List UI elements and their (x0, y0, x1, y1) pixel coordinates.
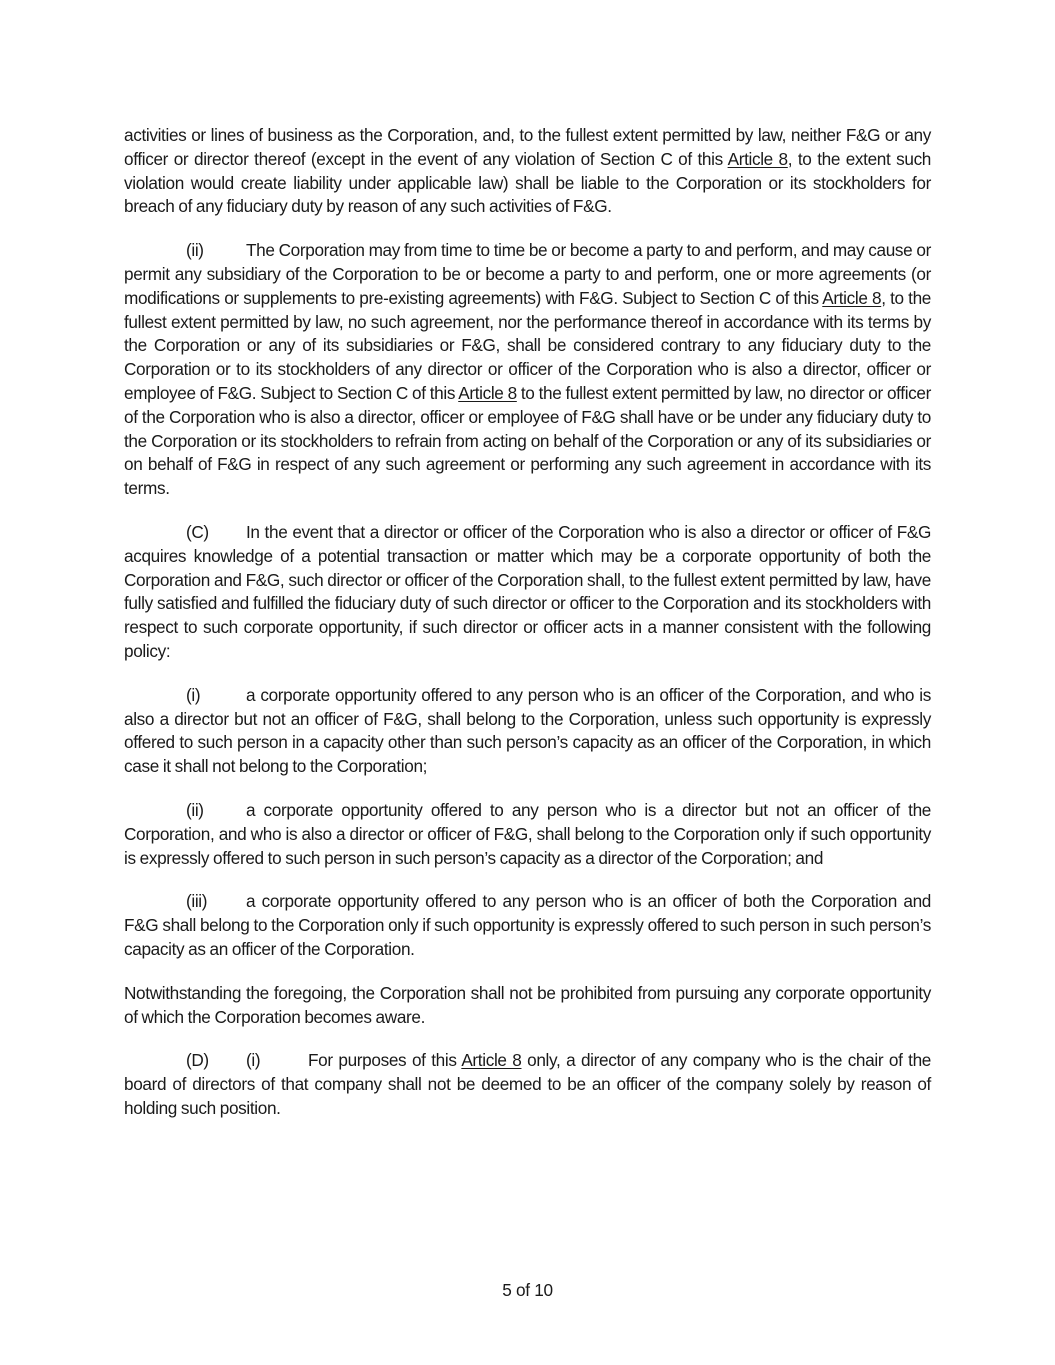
clause-label: (i) (246, 1050, 261, 1071)
article-reference: Article 8 (461, 1050, 522, 1071)
paragraph-c-ii: (ii) a corporate opportunity offered to any person who is a director but not an officer of the Corporation, and who is also a director or officer of F&G, shall belong to the Corporation only if such opportunity is expressly offered to such person in such person’s capacity as a director of the Corporation; and (124, 799, 931, 868)
article-reference: Article 8 (727, 148, 788, 169)
paragraph-c-iii: (iii) a corporate opportunity offered to any person who is an officer of both the Corporation and F&G shall belong to the Corporation only if such opportunity is expressly offered to such person in such person’s capacity as an officer of the Corporation. (124, 891, 931, 959)
paragraph-b-ii: (ii) The Corporation may from time to time be or become a party to and perform, and may cause or permit any subsidiary of the Corporation to be or become a party to and perform, one or more agreements (or modifications or supplements to pre-existing agreements) with F&G. Subject to Section C of this Article 8, to the fullest extent permitted by law, no such agreement, nor the performance thereof in accordance with its terms by the Corporation or any of its subsidiaries or F&G, shall be considered contrary to any fiduciary duty to the Corporation or to its stockholders of any director or officer of the Corporation who is also a director, officer or employee of F&G. Subject to Section C of this Article 8 to the fullest extent permitted by law, no director or officer of the Corporation who is also a director, officer or employee of F&G shall have or be under any fiduciary duty to the Corporation or its stockholders to refrain from acting on behalf of the Corporation or any of its subsidiaries or on behalf of F&G in respect of any such agreement or performing any such agreement in accordance with its terms. (124, 240, 931, 499)
paragraph-continuation: activities or lines of business as the Corporation, and, to the fullest extent permitted by law, neither F&G or any officer or director thereof (except in the event of any violation of Section C of this Article 8, to the extent such violation would create liability under applicable law) shall be liable to the Corporation or its stockholders for breach of any fiduciary duty by reason of any such activities of F&G. (124, 125, 932, 217)
clause-label: (iii) (186, 891, 208, 912)
page-number: 5 of 10 (502, 1280, 553, 1300)
paragraph-d-i: (D) (i) For purposes of this Article 8 only, a director of any company who is the chair of the board of directors of that company shall not be deemed to be an officer of the company solely by reason of holding such position. (124, 1050, 931, 1118)
clause-label: (i) (186, 684, 201, 705)
article-reference: Article 8 (822, 287, 882, 308)
section-label: (D) (186, 1050, 209, 1071)
article-reference: Article 8 (458, 382, 517, 403)
paragraph-c-i: (i) a corporate opportunity offered to any person who is an officer of the Corporation, and who is also a director but not an officer of F&G, shall belong to the Corporation, unless such opportunity is expressly offered to such person in a capacity other than such person’s capacity as an officer of the Corporation, in which case it shall not belong to the Corporation; (124, 684, 931, 777)
paragraph-notwithstanding: Notwithstanding the foregoing, the Corporation shall not be prohibited from pursuing any corporate opportunity of which the Corporation becomes aware. (124, 982, 931, 1027)
clause-label: (ii) (186, 240, 204, 261)
paragraph-c: (C) In the event that a director or officer of the Corporation who is also a director or officer of F&G acquires knowledge of a potential transaction or matter which may be a corporate opportunity of both the Corporation and F&G, such director or officer of the Corporation shall, to the fullest extent permitted by law, have fully satisfied and fulfilled the fiduciary duty of such director or officer to the Corporation and its stockholders with respect to such corporate opportunity, if such director or officer acts in a manner consistent with the following policy: (124, 521, 931, 661)
document-body (124, 124, 931, 1141)
clause-label: (ii) (186, 799, 204, 820)
section-label: (C) (186, 521, 209, 542)
